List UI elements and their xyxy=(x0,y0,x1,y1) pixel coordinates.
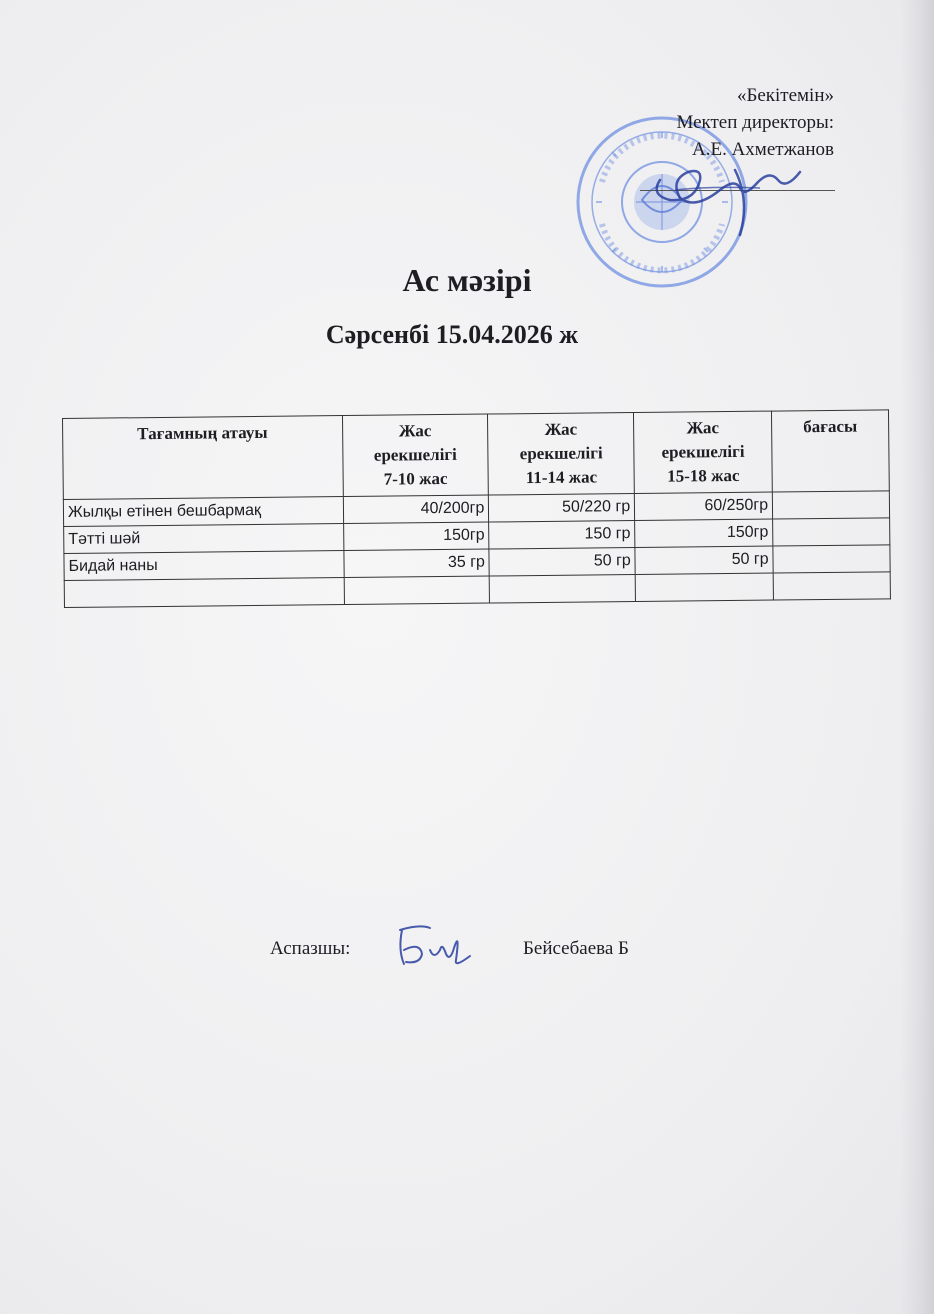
header-dish-name: Тағамның атауы xyxy=(63,416,343,500)
portion-15-18-cell: 60/250гр xyxy=(635,492,773,520)
portion-11-14-cell: 50/220 гр xyxy=(489,494,635,523)
price-cell xyxy=(773,545,890,573)
price-cell xyxy=(773,572,890,600)
cook-role-label: Аспазшы: xyxy=(270,938,351,959)
approval-position: Мектеп директоры: xyxy=(676,112,834,133)
header-price: бағасы xyxy=(772,410,890,492)
cook-name: Бейсебаева Б xyxy=(523,938,629,959)
price-cell xyxy=(773,518,890,546)
dish-name-cell: Жылқы етінен бешбармақ xyxy=(63,497,343,527)
dish-name-cell: Тәтті шәй xyxy=(64,524,344,554)
cook-signature xyxy=(390,920,480,970)
portion-7-10-cell: 35 гр xyxy=(343,549,489,578)
header-age-15-18: Жас ерекшелігі 15-18 жас xyxy=(634,411,773,493)
portion-11-14-cell xyxy=(490,575,636,604)
portion-11-14-cell: 150 гр xyxy=(489,521,635,550)
approval-director-name: А.Е. Ахметжанов xyxy=(692,139,834,160)
portion-7-10-cell: 150гр xyxy=(343,522,489,551)
dish-name-cell xyxy=(64,578,344,608)
price-cell xyxy=(772,491,889,519)
document-date: Сәрсенбі 15.04.2026 ж xyxy=(325,320,579,349)
approval-heading: «Бекітемін» xyxy=(736,85,834,106)
director-signature xyxy=(640,150,810,240)
portion-7-10-cell xyxy=(344,576,490,605)
paper-edge-shadow xyxy=(900,0,934,1314)
portion-15-18-cell: 150гр xyxy=(635,519,773,547)
header-age-11-14: Жас ерекшелігі 11-14 жас xyxy=(488,413,635,496)
portion-15-18-cell: 50 гр xyxy=(635,546,773,574)
header-age-7-10: Жас ерекшелігі 7-10 жас xyxy=(342,414,489,497)
portion-11-14-cell: 50 гр xyxy=(489,548,635,577)
portion-15-18-cell xyxy=(635,573,773,601)
portion-7-10-cell: 40/200гр xyxy=(343,495,489,524)
table-header-row xyxy=(63,410,890,500)
dish-name-cell: Бидай наны xyxy=(64,551,344,581)
document-title: Ас мәзірі xyxy=(402,262,532,298)
menu-table xyxy=(62,409,891,608)
